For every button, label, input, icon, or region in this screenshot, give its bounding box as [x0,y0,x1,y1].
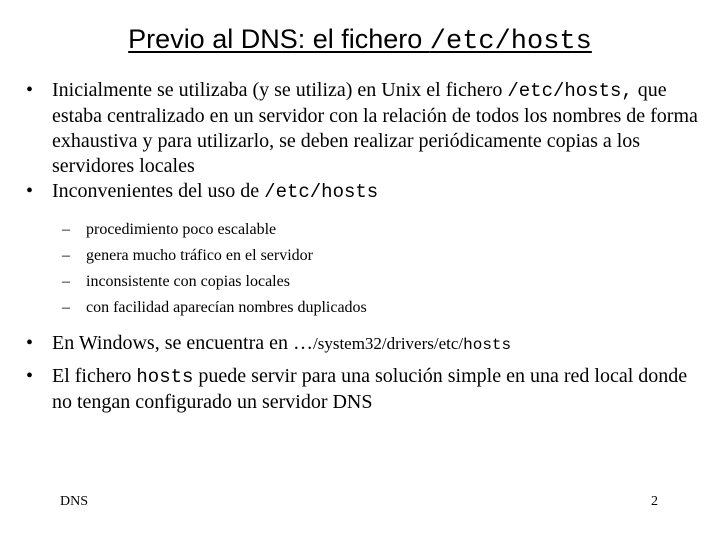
bullet-list-secondary [0,331,720,415]
bullet-item [26,364,702,415]
sub-bullet-item [62,243,696,269]
slide-title [0,22,720,59]
bullet-item [26,78,702,179]
sub-bullet-marker: – [62,221,70,238]
sub-bullet-marker: – [62,299,70,316]
bullet-item [26,179,702,205]
sub-bullet-item [62,217,696,243]
footer-label: DNS [60,494,89,509]
sub-bullet-text: genera mucho tráfico en el servidor [86,247,314,264]
bullet-text: Inicialmente se utilizaba (y se utiliza) en Unix el fichero [52,79,508,101]
bullet-list-main [0,78,720,205]
bullet-marker: • [26,79,34,101]
slide-body [0,78,720,415]
code-text: /etc/hosts [264,181,379,203]
path-text: /system32/drivers/etc/ [312,334,464,353]
bullet-text: Inconvenientes del uso de [52,180,265,202]
slide-title-code: /etc/hosts [429,27,592,57]
sub-bullet-text: inconsistente con copias locales [86,273,290,290]
page-number: 2 [651,494,658,509]
sub-bullet-item [62,295,696,321]
sub-bullet-marker: – [62,273,70,290]
bullet-marker: • [26,365,34,387]
bullet-marker: • [26,180,34,202]
sub-bullet-text: procedimiento poco escalable [86,221,277,238]
sub-bullet-text: con facilidad aparecían nombres duplicados [86,299,367,316]
bullet-text: El fichero [52,365,137,387]
code-text: hosts [136,366,194,388]
slide-title-text: Previo al DNS: el fichero [128,24,430,54]
bullet-item [26,331,702,358]
bullet-text: En Windows, se encuentra en … [52,332,313,354]
sub-bullet-list [0,217,720,321]
bullet-text: puede servir para una solución simple en una red local donde no tengan configurado un servidor DNS [52,365,688,413]
code-text: hosts [463,336,512,354]
code-text: /etc/hosts, [507,80,633,102]
bullet-marker: • [26,332,34,354]
slide-title-underlined [128,24,592,57]
sub-bullet-marker: – [62,247,70,264]
sub-bullet-item [62,269,696,295]
bullet-text: que estaba centralizado en un servidor con la relación de todos los nombres de forma exhaustiva y para utilizarlo, se deben realizar periódicamente copias a los servidores locales [52,79,698,177]
